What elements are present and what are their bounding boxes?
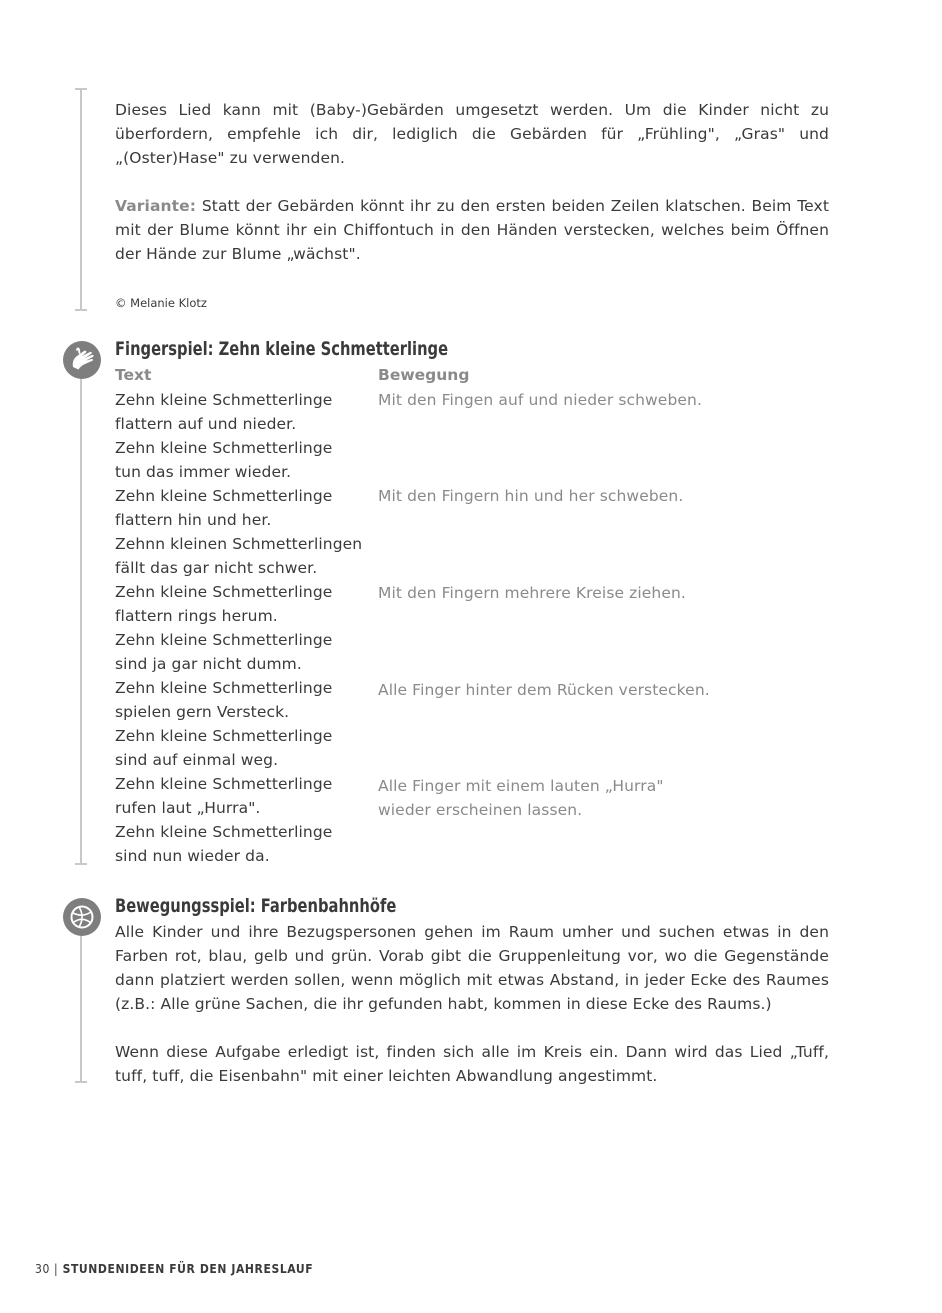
- section-title: STUNDENIDEEN FÜR DEN JAHRESLAUF: [62, 1262, 314, 1276]
- lyric-line: Zehn kleine Schmetterlinge: [115, 583, 333, 601]
- lyric-line: flattern hin und her.: [115, 511, 272, 529]
- section-rule-fingerspiel: [80, 362, 82, 864]
- move-line: Mit den Fingern hin und her schweben.: [378, 487, 684, 505]
- lyric-line: Zehn kleine Schmetterlinge: [115, 439, 333, 457]
- column-header-bewegung: Bewegung: [378, 366, 470, 384]
- bewegungsspiel-block: [115, 920, 829, 1088]
- intro-paragraph: Dieses Lied kann mit (Baby-)Gebärden umgesetzt werden. Um die Kinder nicht zu überfordern, empfehle ich dir, lediglich die Gebärden für „Frühling", „Gras" und „(Oster)Hase" zu verwenden.: [115, 101, 829, 167]
- column-header-text: Text: [115, 366, 152, 384]
- lyric-line: Zehn kleine Schmetterlinge: [115, 391, 333, 409]
- lyric-line: Zehn kleine Schmetterlinge: [115, 823, 333, 841]
- lyric-line: Zehn kleine Schmetterlinge: [115, 487, 333, 505]
- bewegungsspiel-paragraph-2: Wenn diese Aufgabe erledigt ist, finden sich alle im Kreis ein. Dann wird das Lied „Tuff, tuff, tuff, die Eisenbahn" mit einer leichten Abwandlung angestimmt.: [115, 1043, 829, 1085]
- lyric-line: fällt das gar nicht schwer.: [115, 559, 318, 577]
- bewegungsspiel-title: Bewegungsspiel: Farbenbahnhöfe: [115, 895, 397, 917]
- move-line: Alle Finger mit einem lauten „Hurra": [378, 777, 664, 795]
- bewegungsspiel-paragraph-1: Alle Kinder und ihre Bezugspersonen gehen im Raum umher und suchen etwas in den Farben rot, blau, gelb und grün. Vorab gibt die Gruppenleitung vor, wo die Gegenstände dann platziert werden sollen, wenn möglich mit etwas Abstand, in jeder Ecke des Raumes (z.B.: Alle grüne Sachen, die ihr gefunden habt, kommen in diese Ecke des Raums.): [115, 923, 829, 1013]
- lyric-line: rufen laut „Hurra".: [115, 799, 261, 817]
- lyric-line: Zehnn kleinen Schmetterlingen: [115, 535, 363, 553]
- variant-paragraph: [115, 194, 829, 266]
- lyric-line: spielen gern Versteck.: [115, 703, 290, 721]
- move-line: wieder erscheinen lassen.: [378, 801, 583, 819]
- page-number: 30 |: [35, 1262, 59, 1276]
- hand-icon: [63, 341, 101, 379]
- lyrics-column: [115, 388, 375, 868]
- intro-block: [115, 98, 829, 266]
- lyric-line: tun das immer wieder.: [115, 463, 292, 481]
- section-rule-bewegungsspiel: [80, 918, 82, 1082]
- section-rule-intro: [80, 88, 82, 310]
- lyric-line: Zehn kleine Schmetterlinge: [115, 631, 333, 649]
- move-line: Alle Finger hinter dem Rücken verstecken.: [378, 681, 710, 699]
- variant-text: Statt der Gebärden könnt ihr zu den ersten beiden Zeilen klatschen. Beim Text mit der Blume könnt ihr ein Chiffontuch in den Händen verstecken, welches beim Öffnen der Hände zur Blume „wächst".: [115, 197, 829, 263]
- move-line: Mit den Fingern mehrere Kreise ziehen.: [378, 584, 686, 602]
- page-footer: [35, 1262, 313, 1276]
- lyric-line: Zehn kleine Schmetterlinge: [115, 679, 333, 697]
- copyright-note: © Melanie Klotz: [115, 296, 207, 310]
- lyric-line: Zehn kleine Schmetterlinge: [115, 775, 333, 793]
- lyric-line: Zehn kleine Schmetterlinge: [115, 727, 333, 745]
- ball-icon: [63, 898, 101, 936]
- lyric-line: flattern rings herum.: [115, 607, 278, 625]
- lyric-line: flattern auf und nieder.: [115, 415, 297, 433]
- variant-label: Variante:: [115, 197, 197, 215]
- lyric-line: sind auf einmal weg.: [115, 751, 279, 769]
- lyric-line: sind nun wieder da.: [115, 847, 270, 865]
- move-line: Mit den Fingen auf und nieder schweben.: [378, 391, 702, 409]
- fingerspiel-title: Fingerspiel: Zehn kleine Schmetterlinge: [115, 338, 449, 360]
- lyric-line: sind ja gar nicht dumm.: [115, 655, 302, 673]
